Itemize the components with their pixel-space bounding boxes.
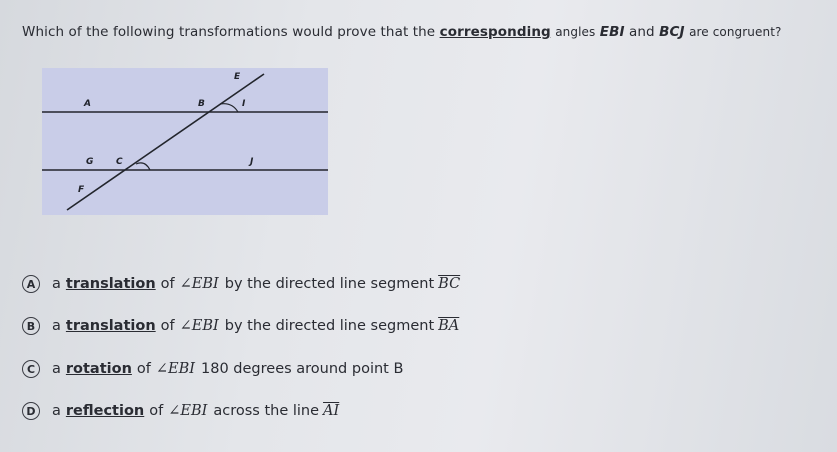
question-angles-word: angles [555,25,596,39]
option-a-of: of [160,276,175,292]
option-d-keyword: reflection [65,403,145,419]
option-b[interactable] [22,314,459,338]
label-g: G [86,157,94,167]
angle-bcj-arc [136,163,150,170]
option-c[interactable] [22,357,403,381]
option-a-segment: $\overline{BC}$ [438,276,461,292]
option-c-keyword: rotation [65,361,132,377]
option-a[interactable] [22,272,460,296]
option-c-article: a [52,361,61,377]
option-d-angle: ∠EBI [168,403,208,419]
option-d-rest: across the line [213,403,320,419]
question-intro: Which of the following transformations would prove that the [22,24,436,40]
option-c-radio[interactable]: C [22,360,40,378]
label-i: I [242,99,246,109]
label-j: J [250,157,254,167]
option-c-of: of [136,361,151,377]
label-b: B [198,99,205,109]
option-b-rest: by the directed line segment [224,318,435,334]
question-text [22,24,822,40]
parallel-lines-diagram [42,68,328,215]
question-conj: and [629,24,655,40]
option-c-rest: 180 degrees around point B [201,361,404,377]
option-d-article: a [52,403,61,419]
option-a-angle: ∠EBI [179,276,219,292]
label-f: F [78,185,85,195]
question-keyword: corresponding [439,24,551,40]
question-angle-2: BCJ [659,24,685,40]
option-d-segment: $\overline{AI}$ [323,403,340,419]
question-angle-1: EBI [599,24,625,40]
option-d[interactable] [22,399,339,423]
label-a: A [84,99,91,109]
option-b-article: a [52,318,61,334]
angle-ebi-arc [220,104,238,112]
question-end: are congruent? [689,25,782,39]
transversal-line [67,74,264,210]
option-b-keyword: translation [65,318,156,334]
option-a-article: a [52,276,61,292]
label-c: C [116,157,123,167]
option-d-radio[interactable]: D [22,402,40,420]
option-a-rest: by the directed line segment [224,276,435,292]
option-a-radio[interactable]: A [22,275,40,293]
label-e: E [234,72,241,82]
option-b-of: of [160,318,175,334]
option-b-segment: $\overline{BA}$ [438,318,460,334]
option-b-radio[interactable]: B [22,317,40,335]
option-b-angle: ∠EBI [179,318,219,334]
geometry-figure [42,68,328,215]
option-d-of: of [149,403,164,419]
option-a-keyword: translation [65,276,156,292]
option-c-angle: ∠EBI [155,361,196,377]
